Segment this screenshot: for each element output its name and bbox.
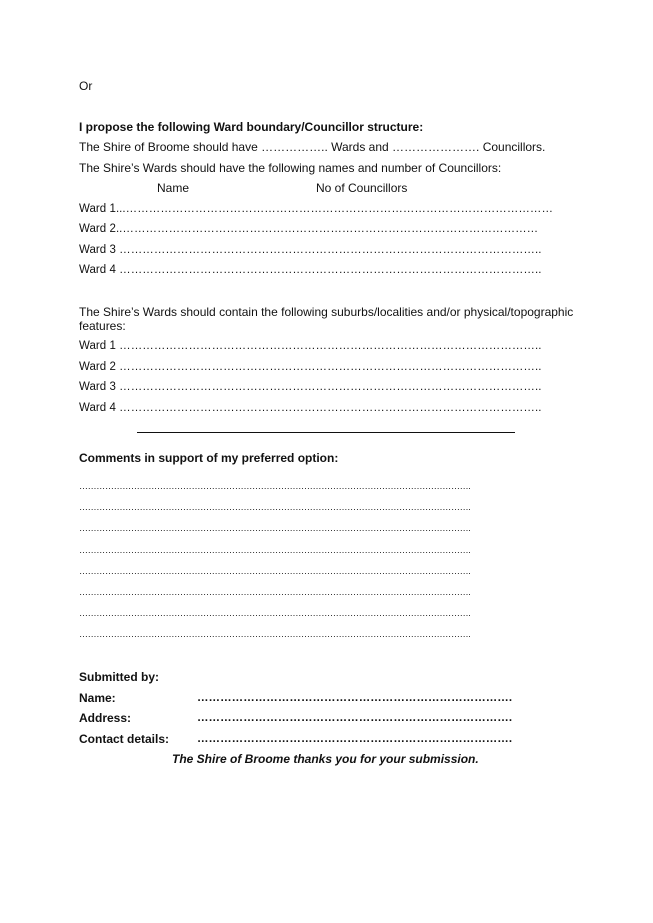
address-field[interactable]: ……………………………………………………………………….: [197, 712, 513, 724]
submitted-by-heading: Submitted by:: [79, 670, 159, 684]
comment-line[interactable]: ……………………………………………………………………………………………………………………….: [79, 587, 471, 597]
name-field[interactable]: ……………………………………………………………………….: [197, 692, 513, 704]
section-divider: [137, 432, 515, 433]
ward-name-line-3[interactable]: Ward 3 ………………………………………………………………………………………………..: [79, 244, 542, 256]
comment-line[interactable]: ……………………………………………………………………………………………………………………….: [79, 566, 471, 576]
ward-name-line-4[interactable]: Ward 4 ………………………………………………………………………………………………..: [79, 264, 542, 276]
suburb-ward-line-4[interactable]: Ward 4 ………………………………………………………………………………………………..: [79, 402, 542, 414]
comment-line[interactable]: ……………………………………………………………………………………………………………………….: [79, 629, 471, 639]
contact-details-field[interactable]: ……………………………………………………………………….: [197, 733, 513, 745]
address-label: Address:: [79, 711, 132, 725]
comment-line[interactable]: ……………………………………………………………………………………………………………………….: [79, 608, 471, 618]
comments-heading: Comments in support of my preferred option:: [79, 451, 339, 465]
ward-name-line-1[interactable]: Ward 1...…………………………………………………………………………………………………: [79, 203, 554, 215]
ward-structure-heading: I propose the following Ward boundary/Councillor structure:: [79, 120, 424, 134]
suburbs-intro: The Shire’s Wards should contain the following suburbs/localities and/or physical/topographic features:: [79, 305, 574, 333]
suburb-ward-line-1[interactable]: Ward 1 ………………………………………………………………………………………………..: [79, 340, 542, 352]
ward-name-line-2[interactable]: Ward 2..………………………………………………………………………………………………: [79, 223, 539, 235]
comment-line[interactable]: ……………………………………………………………………………………………………………………….: [79, 523, 471, 533]
suburb-ward-line-2[interactable]: Ward 2 ………………………………………………………………………………………………..: [79, 361, 542, 373]
comment-line[interactable]: ……………………………………………………………………………………………………………………….: [79, 502, 471, 512]
or-label: Or: [79, 79, 93, 93]
thank-you-note: The Shire of Broome thanks you for your submission.: [172, 752, 479, 766]
shire-should-have-line: The Shire of Broome should have …………….. Wards and …………………. Councillors.: [79, 140, 546, 154]
ward-names-intro: The Shire’s Wards should have the following names and number of Councillors:: [79, 161, 502, 175]
name-label: Name:: [79, 691, 116, 705]
contact-details-label: Contact details:: [79, 732, 170, 746]
column-header-name: Name: [157, 181, 190, 195]
suburb-ward-line-3[interactable]: Ward 3 ………………………………………………………………………………………………..: [79, 381, 542, 393]
comment-line[interactable]: ……………………………………………………………………………………………………………………….: [79, 481, 471, 491]
comment-line[interactable]: ……………………………………………………………………………………………………………………….: [79, 545, 471, 555]
column-header-councillors: No of Councillors: [316, 181, 408, 195]
